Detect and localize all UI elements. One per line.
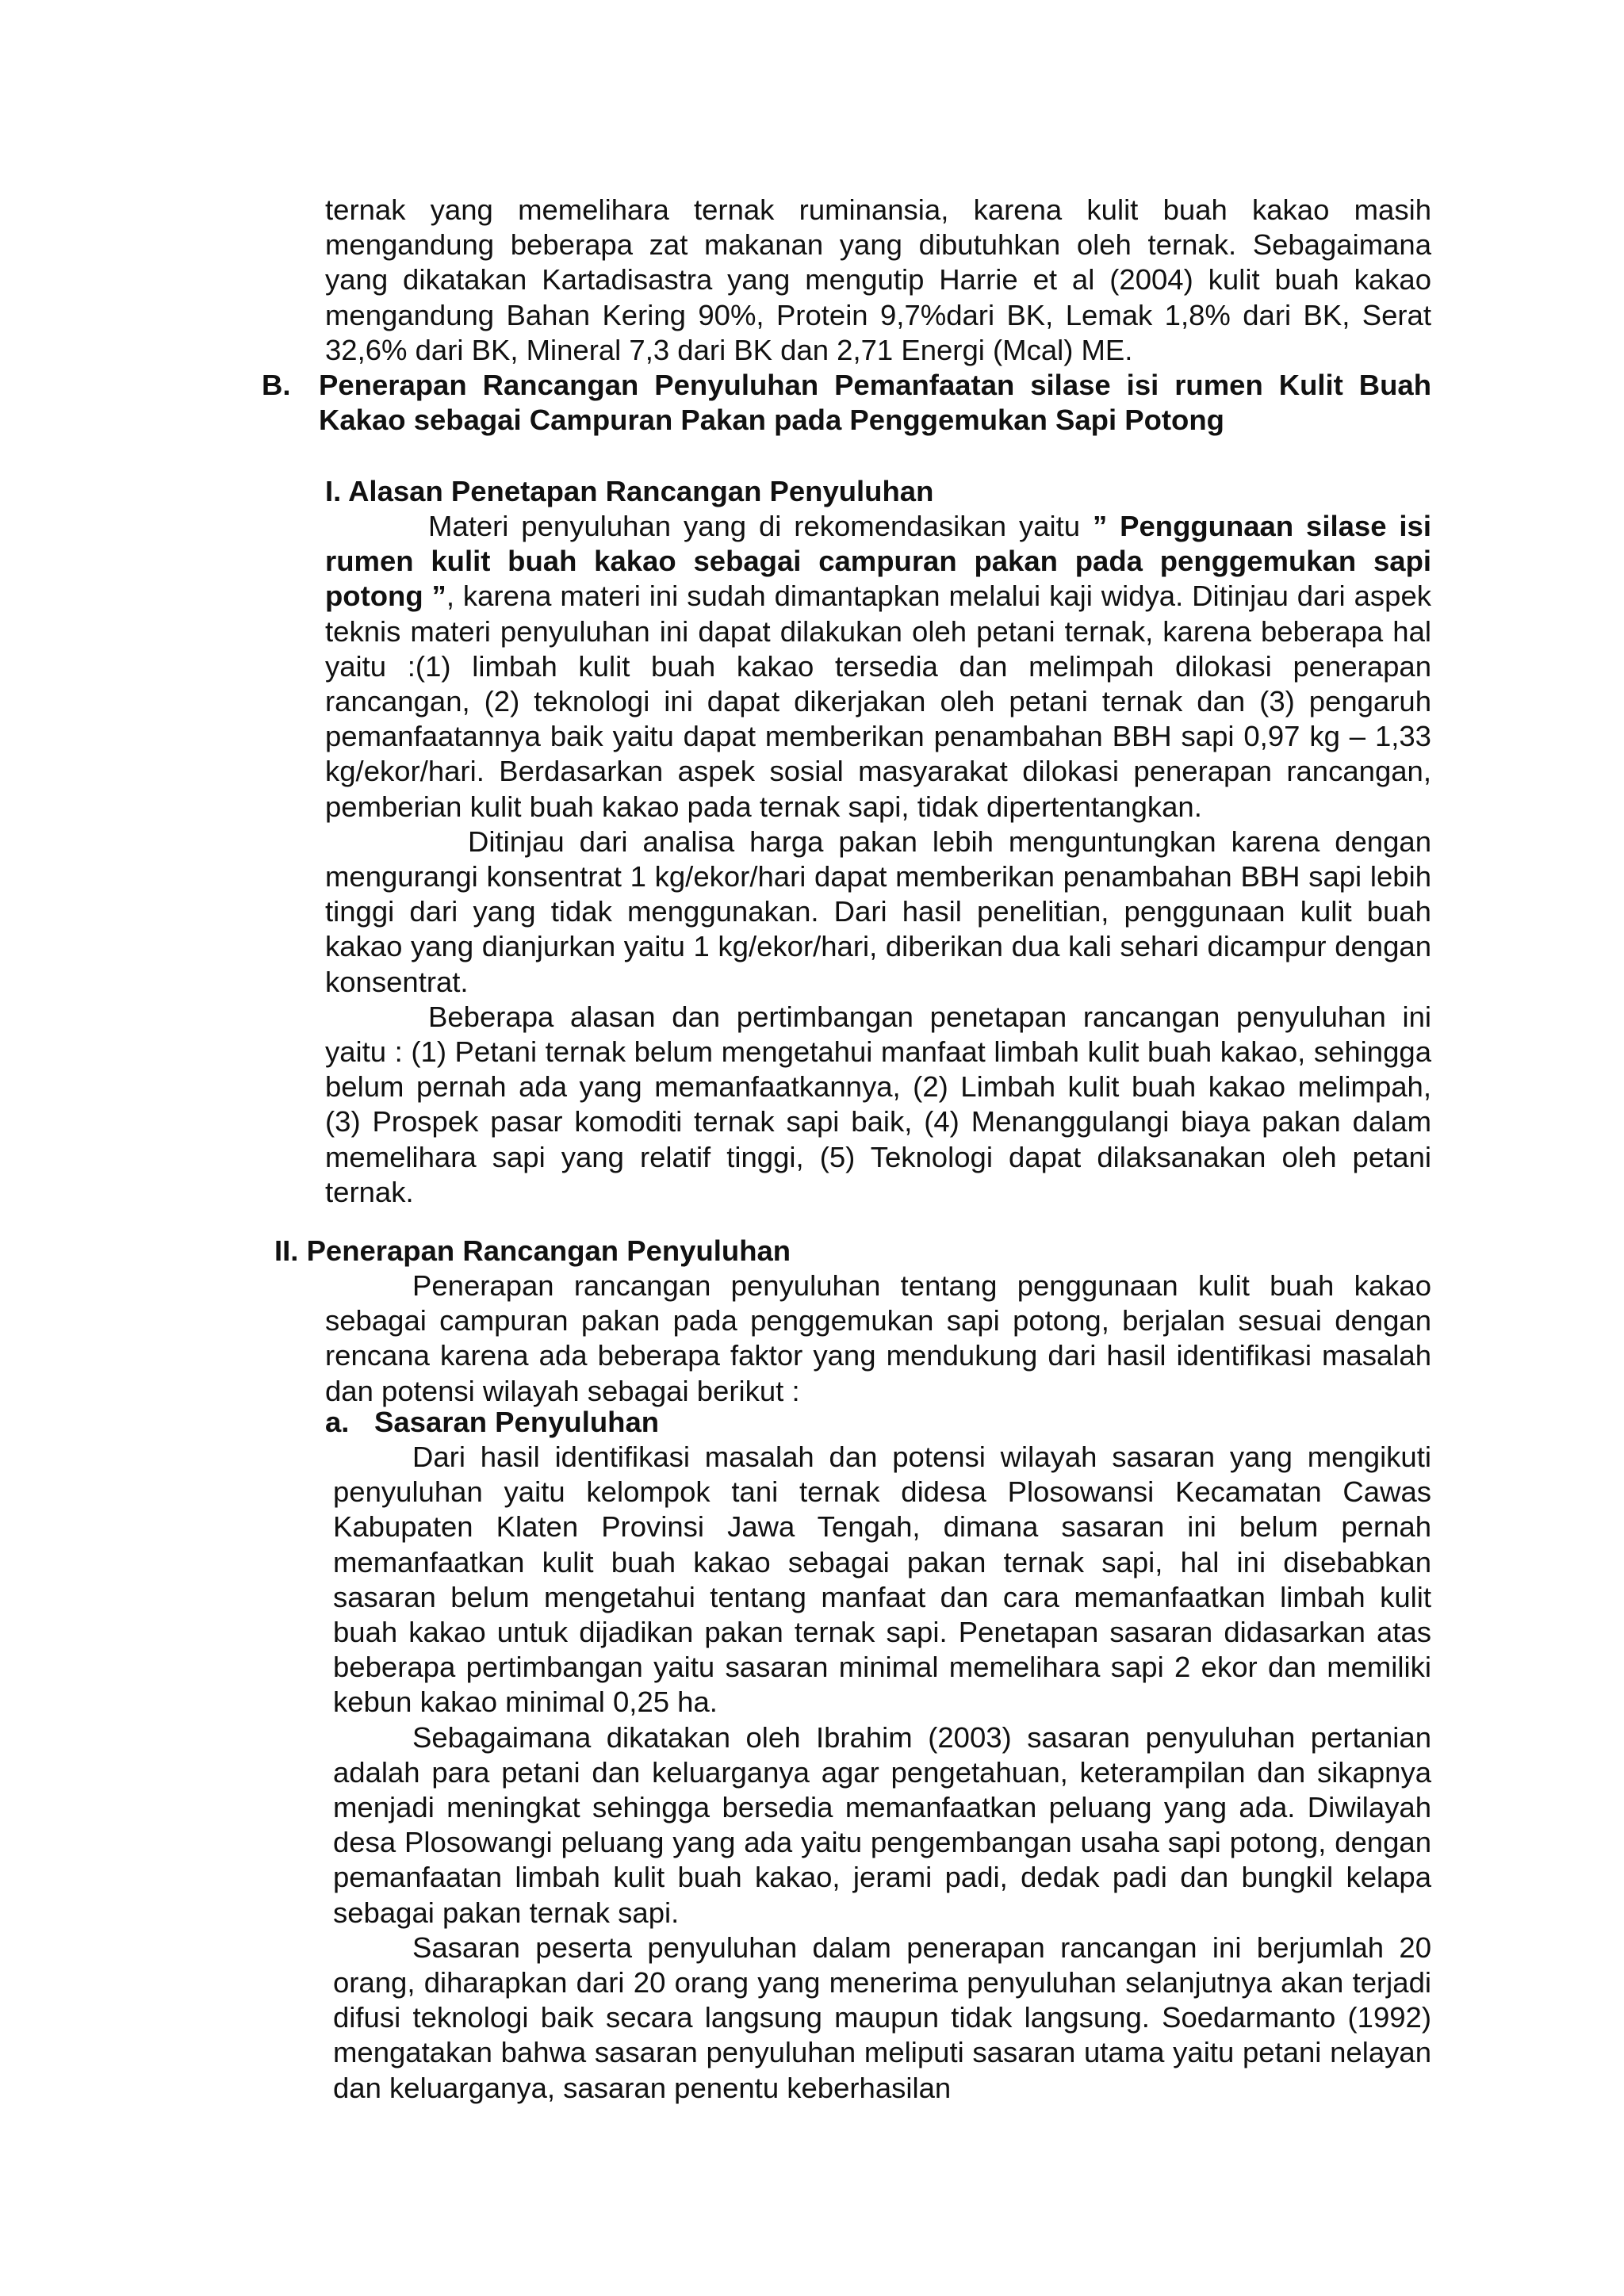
section-2-heading: II. Penerapan Rancangan Penyuluhan — [274, 1234, 791, 1267]
intro-paragraph-text: ternak yang memelihara ternak ruminansia, karena kulit buah kakao masih mengandung beberapa zat makanan yang dibutuhkan oleh ternak. Sebagaimana yang dikatakan Kartadisastra yang mengutip Harrie et al (2004) kulit buah kakao mengandung Bahan Kering 90%, Protein 9,7%dari BK, Lemak 1,8% dari BK, Serat 32,6% dari BK, Mineral 7,3 dari BK dan 2,71 Energi (Mcal) ME. — [325, 193, 1431, 366]
section-1-paragraph-2: Ditinjau dari analisa harga pakan lebih menguntungkan karena dengan mengurangi konsentrat 1 kg/ekor/hari dapat memberikan penambahan BBH sapi lebih tinggi dari yang tidak menggunakan. Dari hasil penelitian, penggunaan kulit buah kakao yang dianjurkan yaitu 1 kg/ekor/hari, diberikan dua kali sehari dicampur dengan konsentrat. — [325, 825, 1431, 998]
section-2-intro — [325, 1269, 1431, 1409]
subsection-a-paragraph-1: Dari hasil identifikasi masalah dan potensi wilayah sasaran yang mengikuti penyuluhan yaitu kelompok tani ternak didesa Plosowansi Kecamatan Cawas Kabupaten Klaten Provinsi Jawa Tengah, dimana sasaran ini belum pernah memanfaatkan kulit buah kakao sebagai pakan ternak sapi, hal ini disebabkan sasaran belum mengetahui tentang manfaat dan cara memanfaatkan limbah kulit buah kakao untuk dijadikan pakan ternak sapi. Penetapan sasaran didasarkan atas beberapa pertimbangan yaitu sasaran minimal memelihara sapi 2 ekor dan memiliki kebun kakao minimal 0,25 ha. — [333, 1441, 1431, 1719]
subsection-a-body — [333, 1440, 1431, 2106]
subsection-a-paragraph-2: Sebagaimana dikatakan oleh Ibrahim (2003) sasaran penyuluhan pertanian adalah para petani dan keluarganya agar pengetahuan, keterampilan dan sikapnya menjadi meningkat sehingga bersedia memanfaatkan peluang yang ada. Diwilayah desa Plosowangi peluang yang ada yaitu pengembangan usaha sapi potong, dengan pemanfaatan limbah kulit buah kakao, jerami padi, dedak padi dan bungkil kelapa sebagai pakan ternak sapi. — [333, 1720, 1431, 1929]
section-b-title: Penerapan Rancangan Penyuluhan Pemanfaatan silase isi rumen Kulit Buah Kakao sebagai Campuran Pakan pada Penggemukan Sapi Potong — [319, 369, 1431, 437]
section-2-paragraph-1: Penerapan rancangan penyuluhan tentang penggunaan kulit buah kakao sebagai campuran pakan pada penggemukan sapi potong, berjalan sesuai dengan rencana karena ada beberapa faktor yang mendukung dari hasil identifikasi masalah dan potensi wilayah sebagai berikut : — [325, 1269, 1431, 1407]
intro-paragraph — [325, 193, 1431, 368]
section-1-p1-lead: Materi penyuluhan yang di rekomendasikan yaitu — [428, 510, 1093, 542]
section-1-paragraph-1 — [325, 509, 1431, 825]
section-1-p1-rest: , karena materi ini sudah dimantapkan melalui kaji widya. Ditinjau dari aspek teknis materi penyuluhan ini dapat dilakukan oleh petani ternak, karena beberapa hal yaitu :(1) limbah kulit buah kakao tersedia dan melimpah dilokasi penerapan rancangan, (2) teknologi ini dapat dikerjakan oleh petani ternak dan (3) pengaruh pemanfaatannya baik yaitu dapat memberikan penambahan BBH sapi 0,97 kg – 1,33 kg/ekor/hari. Berdasarkan aspek sosial masyarakat dilokasi penerapan rancangan, pemberian kulit buah kakao pada ternak sapi, tidak dipertentangkan. — [325, 580, 1431, 823]
section-b-label: B. — [262, 369, 291, 401]
subsection-a-paragraph-3: Sasaran peserta penyuluhan dalam penerapan rancangan ini berjumlah 20 orang, diharapkan dari 20 orang yang menerima penyuluhan selanjutnya akan terjadi difusi teknologi baik secara langsung maupun tidak langsung. Soedarmanto (1992) mengatakan bahwa sasaran penyuluhan meliputi sasaran utama yaitu petani nelayan dan keluarganya, sasaran penentu keberhasilan — [333, 1931, 1431, 2104]
section-1-heading: I. Alasan Penetapan Rancangan Penyuluhan — [325, 475, 934, 507]
subsection-a-heading — [325, 1405, 659, 1440]
subsection-a-label: a. — [325, 1406, 350, 1438]
section-1-p1-bold: ” Penggunaan silase isi rumen kulit buah kakao sebagai campuran pakan pada penggemukan sapi potong ” — [325, 510, 1431, 613]
subsection-a-title: Sasaran Penyuluhan — [374, 1406, 660, 1438]
section-1-body — [325, 509, 1431, 1210]
section-b-heading — [262, 368, 1431, 438]
section-1-paragraph-3: Beberapa alasan dan pertimbangan penetapan rancangan penyuluhan ini yaitu : (1) Petani ternak belum mengetahui manfaat limbah kulit buah kakao, sehingga belum pernah ada yang memanfaatkannya, (2) Limbah kulit buah kakao melimpah, (3) Prospek pasar komoditi ternak sapi baik, (4) Menanggulangi biaya pakan dalam memelihara sapi yang relatif tinggi, (5) Teknologi dapat dilaksanakan oleh petani ternak. — [325, 1000, 1431, 1208]
